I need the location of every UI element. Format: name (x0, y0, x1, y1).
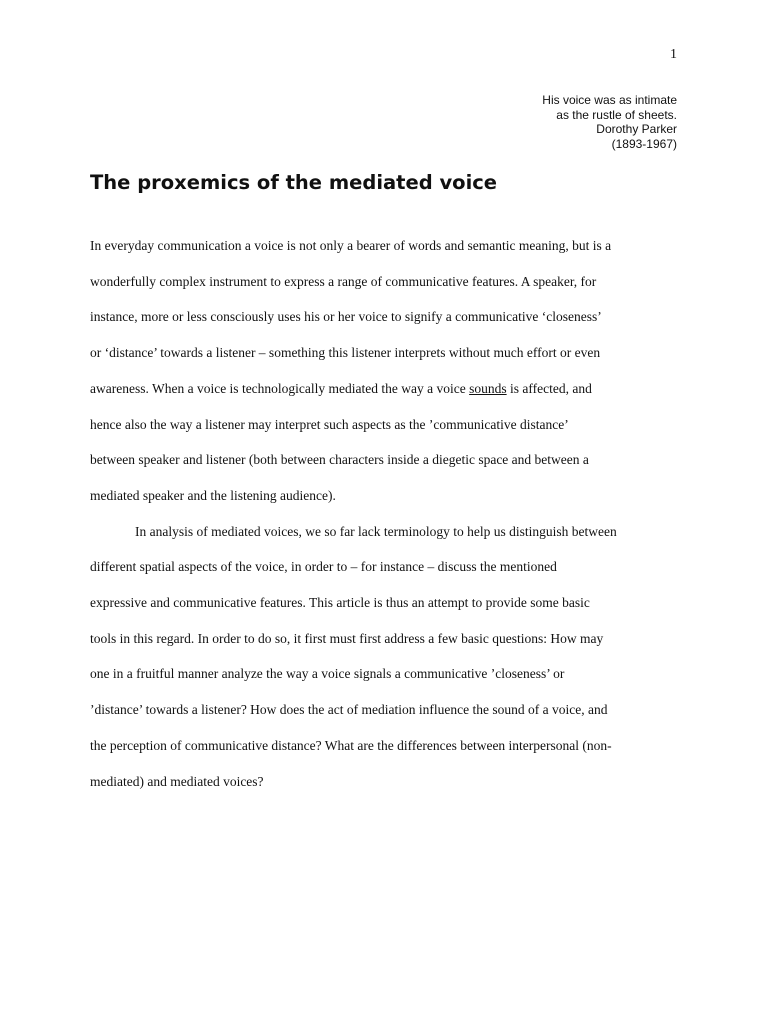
text-line: mediated) and mediated voices? (90, 773, 264, 789)
underlined-word: sounds (469, 380, 507, 396)
text-line: mediated speaker and the listening audience). (90, 487, 336, 503)
text-line: In everyday communication a voice is not only a bearer of words and semantic meaning, but is a (90, 238, 612, 253)
text-line: instance, more or less consciously uses his or her voice to signify a communicative ‘closeness’ (90, 309, 602, 325)
text-line: hence also the way a listener may interpret such aspects as the ’communicative distance’ (90, 416, 569, 432)
document-body (90, 228, 680, 799)
epigraph-dates: (1893-1967) (611, 136, 677, 151)
text-line: between speaker and listener (both between characters inside a diegetic space and between a (90, 452, 589, 468)
epigraph-line: as the rustle of sheets. (556, 107, 677, 122)
text-line: the perception of communicative distance? What are the differences between interpersonal (non- (90, 737, 612, 753)
epigraph (542, 93, 677, 151)
paragraph (90, 514, 680, 800)
text-line: tools in this regard. In order to do so, it first must first address a few basic questions: How may (90, 630, 604, 646)
page-number: 1 (670, 47, 677, 62)
text-segment: awareness. When a voice is technologically mediated the way a voice (90, 380, 470, 396)
text-line: one in a fruitful manner analyze the way a voice signals a communicative ’closeness’ or (90, 666, 565, 682)
epigraph-author: Dorothy Parker (596, 122, 677, 137)
text-line: ’distance’ towards a listener? How does the act of mediation influence the sound of a voice, and (90, 702, 608, 718)
text-segment: is affected, and (506, 380, 592, 396)
text-line: wonderfully complex instrument to express a range of communicative features. A speaker, for (90, 273, 597, 289)
paragraph (90, 228, 680, 514)
text-line: different spatial aspects of the voice, in order to – for instance – discuss the mentioned (90, 559, 557, 575)
epigraph-line: His voice was as intimate (542, 93, 677, 107)
text-line: or ‘distance’ towards a listener – something this listener interprets without much effort or even (90, 345, 601, 361)
text-line: In analysis of mediated voices, we so far lack terminology to help us distinguish between (135, 523, 617, 539)
text-line (90, 371, 680, 407)
text-line: expressive and communicative features. This article is thus an attempt to provide some basic (90, 595, 590, 611)
document-title: The proxemics of the mediated voice (90, 171, 498, 194)
